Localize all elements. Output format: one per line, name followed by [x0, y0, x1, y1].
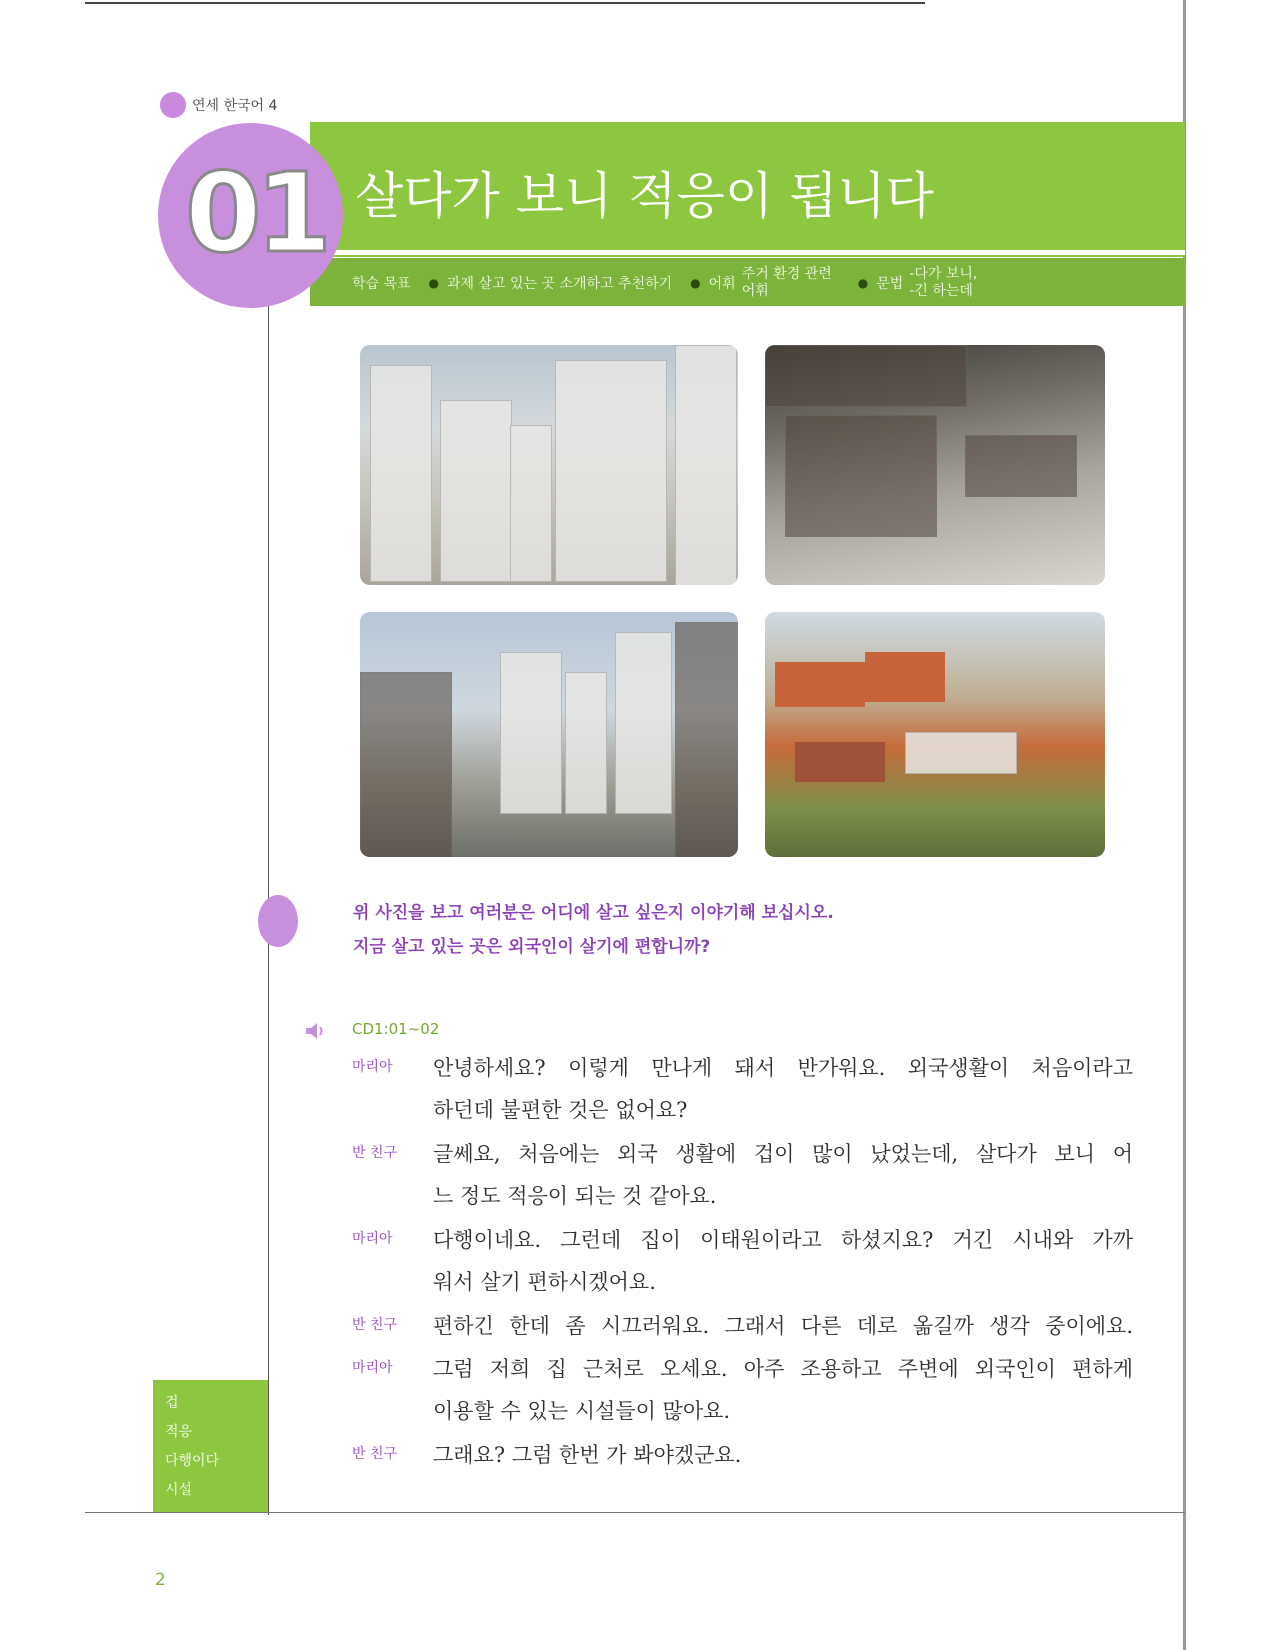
- dialogue-line: 이용할 수 있는 시설들이 많아요.: [433, 1399, 731, 1423]
- speaker-label: 마리아: [352, 1059, 393, 1075]
- goals-grammar: [909, 266, 977, 300]
- goals-task: 과제 살고 있는 곳 소개하고 추천하기: [447, 276, 673, 292]
- goals-grammar-line1: -다가 보니,: [909, 266, 978, 282]
- audio-track-label: CD1:01~02: [352, 1020, 440, 1038]
- banner-divider: [310, 250, 1185, 255]
- top-rule: [85, 2, 925, 4]
- lesson-title: 살다가 보니 적응이 됩니다: [355, 167, 934, 225]
- dialogue-line: 워서 살기 편하시겠어요.: [433, 1270, 656, 1294]
- question-line: 지금 살고 있는 곳은 외국인이 살기에 편합니까?: [353, 937, 711, 957]
- dialogue-line: 글쎄요, 처음에는 외국 생활에 겁이 많이 났었는데, 살다가 보니 어: [433, 1142, 1133, 1166]
- goals-label: 학습 목표: [352, 276, 411, 292]
- dialogue-line: 안녕하세요? 이렇게 만나게 돼서 반가워요. 외국생활이 처음이라고: [433, 1056, 1133, 1080]
- question-line: 위 사진을 보고 여러분은 어디에 살고 싶은지 이야기해 보십시오.: [353, 903, 834, 923]
- photo-traditional-street: [765, 345, 1105, 585]
- bullet-icon: ●: [857, 276, 869, 290]
- goals-vocab-line2: 어휘: [741, 283, 769, 299]
- vocabulary-item: 겁: [165, 1395, 179, 1411]
- goals-grammar-line2: -긴 하는데: [909, 283, 973, 299]
- bottom-rule: [85, 1512, 1185, 1513]
- dialogue-line: 그래요? 그럼 한번 가 봐야겠군요.: [433, 1443, 742, 1467]
- photo-city-skyline: [360, 612, 738, 857]
- speaker-label: 반 친구: [352, 1145, 398, 1161]
- goals-vocab-label: 어휘: [708, 276, 736, 292]
- speaker-label: 마리아: [352, 1231, 393, 1247]
- question-marker-dot: [258, 895, 298, 947]
- photo-apartment-complex: [360, 345, 738, 585]
- book-marker-dot: [160, 92, 186, 118]
- bullet-icon: ●: [428, 276, 440, 290]
- goals-vocab: [742, 266, 832, 300]
- bullet-icon: ●: [690, 276, 701, 290]
- vocabulary-item: 시설: [165, 1482, 193, 1498]
- lesson-number: 01: [185, 149, 327, 277]
- vocabulary-item: 적응: [165, 1424, 193, 1440]
- speaker-label: 마리아: [352, 1360, 393, 1376]
- dialogue-line: 느 정도 적응이 되는 것 같아요.: [433, 1184, 717, 1208]
- dialogue-line: 하던데 불편한 것은 없어요?: [433, 1098, 688, 1122]
- vocabulary-item: 다행이다: [165, 1453, 220, 1469]
- dialogue-line: 그럼 저희 집 근처로 오세요. 아주 조용하고 주변에 외국인이 편하게: [433, 1357, 1133, 1381]
- speaker-label: 반 친구: [352, 1446, 398, 1462]
- speaker-icon[interactable]: [304, 1021, 326, 1041]
- book-title: 연세 한국어 4: [192, 98, 278, 114]
- dialogue-line: 편하긴 한데 좀 시끄러워요. 그래서 다른 데로 옮길까 생각 중이에요.: [433, 1314, 1133, 1338]
- goals-vocab-line1: 주거 환경 관련: [741, 266, 832, 282]
- learning-goals: [352, 262, 977, 304]
- photo-house-village: [765, 612, 1105, 857]
- speaker-label: 반 친구: [352, 1317, 398, 1333]
- dialogue-line: 다행이네요. 그런데 집이 이태원이라고 하셨지요? 거긴 시내와 가까: [433, 1228, 1133, 1252]
- goals-grammar-label: 문법: [876, 276, 904, 292]
- page-number: 2: [155, 1570, 166, 1590]
